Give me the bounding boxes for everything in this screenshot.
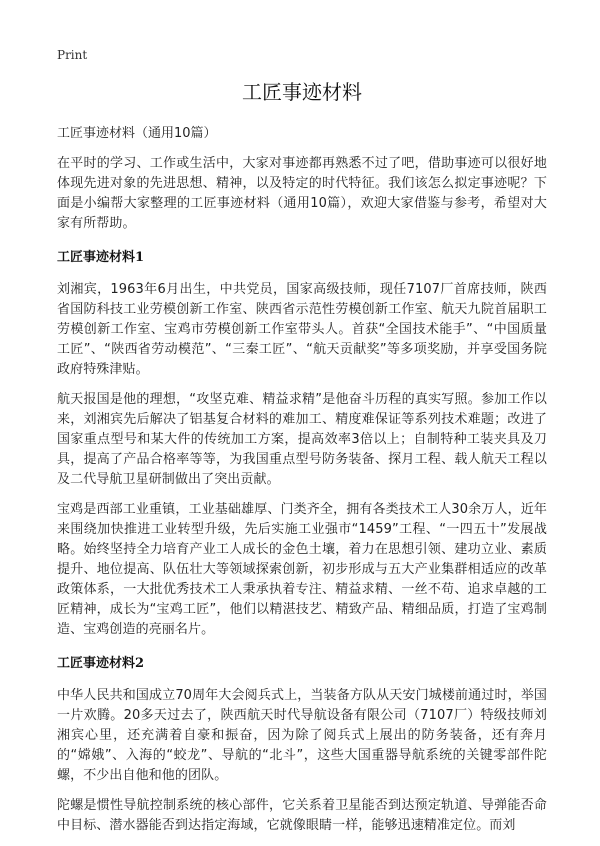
section-1-paragraph-3: 宝鸡是西部工业重镇，工业基础雄厚、门类齐全，拥有各类技术工人30余万人，近年来围绕加快推进工业转型升级，先后实施工业强市“1459”工程、“一四五十”发展战略。始终坚持全力培育产业工人成长的金色土壤，着力在思想引领、建功立业、素质提升、地位提高、队伍壮大等领域探索创新，初步形成与五大产业集群相适应的改革政策体系，一大批优秀技术工人秉承执着专注、精益求精、一丝不苟、追求卓越的工匠精神，成长为“宝鸡工匠”，他们以精湛技艺、精致产品、精细品质，打造了宝鸡制造、宝鸡创造的亮丽名片。 [57,502,547,637]
section-1-paragraph-1: 刘湘宾，1963年6月出生，中共党员，国家高级技师，现任7107厂首席技师，陕西省国防科技工业劳模创新工作室、陕西省示范性劳模创新工作室、航天九院首届职工劳模创新工作室、宝鸡市劳模创新工作室带头人。首获“全国技术能手”、“中国质量工匠”、“陕西省劳动模范”、“三秦工匠”、“航天贡献奖”等多项奖励，并享受国务院政府特殊津贴。 [57,282,547,377]
section-heading-1: 工匠事迹材料1 [57,250,145,265]
print-link[interactable]: Print [57,48,88,62]
intro-paragraph: 在平时的学习、工作或生活中，大家对事迹都再熟悉不过了吧，借助事迹可以很好地体现先进对象的先进思想、精神，以及特定的时代特征。我们该怎么拟定事迹呢？下面是小编帮大家整理的工匠事迹材料（通用10篇），欢迎大家借鉴与参考，希望对大家有所帮助。 [57,156,547,231]
section-heading-2: 工匠事迹材料2 [57,656,145,671]
document-subtitle: 工匠事迹材料（通用10篇） [57,126,217,141]
section-2-paragraph-2: 陀螺是惯性导航控制系统的核心部件，它关系着卫星能否到达预定轨道、导弹能否命中目标、潜水器能否到达指定海域，它就像眼睛一样，能够迅速精准定位。而刘 [57,798,547,833]
section-2-paragraph-1: 中华人民共和国成立70周年大会阅兵式上，当装备方队从天安门城楼前通过时，举国一片欢腾。20多天过去了，陕西航天时代导航设备有限公司（7107厂）特级技师刘湘宾心里，还充满着自豪和振奋，因为除了阅兵式上展出的防务装备，还有奔月的“嫦娥”、入海的“蛟龙”、导航的“北斗”，这些大国重器导航系统的关键零部件陀螺，不少出自他和他的团队。 [57,688,547,783]
section-1-paragraph-2: 航天报国是他的理想，“攻坚克难、精益求精”是他奋斗历程的真实写照。参加工作以来，刘湘宾先后解决了铝基复合材料的难加工、精度难保证等系列技术难题；改进了国家重点型号和某大件的传统加工方案，提高效率3倍以上；自制特种工装夹具及刀具，提高了产品合格率等等，为我国重点型号防务装备、探月工程、载人航天工程以及二代导航卫星研制做出了突出贡献。 [57,392,547,487]
page-title: 工匠事迹材料 [242,80,362,104]
document-page [57,78,547,846]
